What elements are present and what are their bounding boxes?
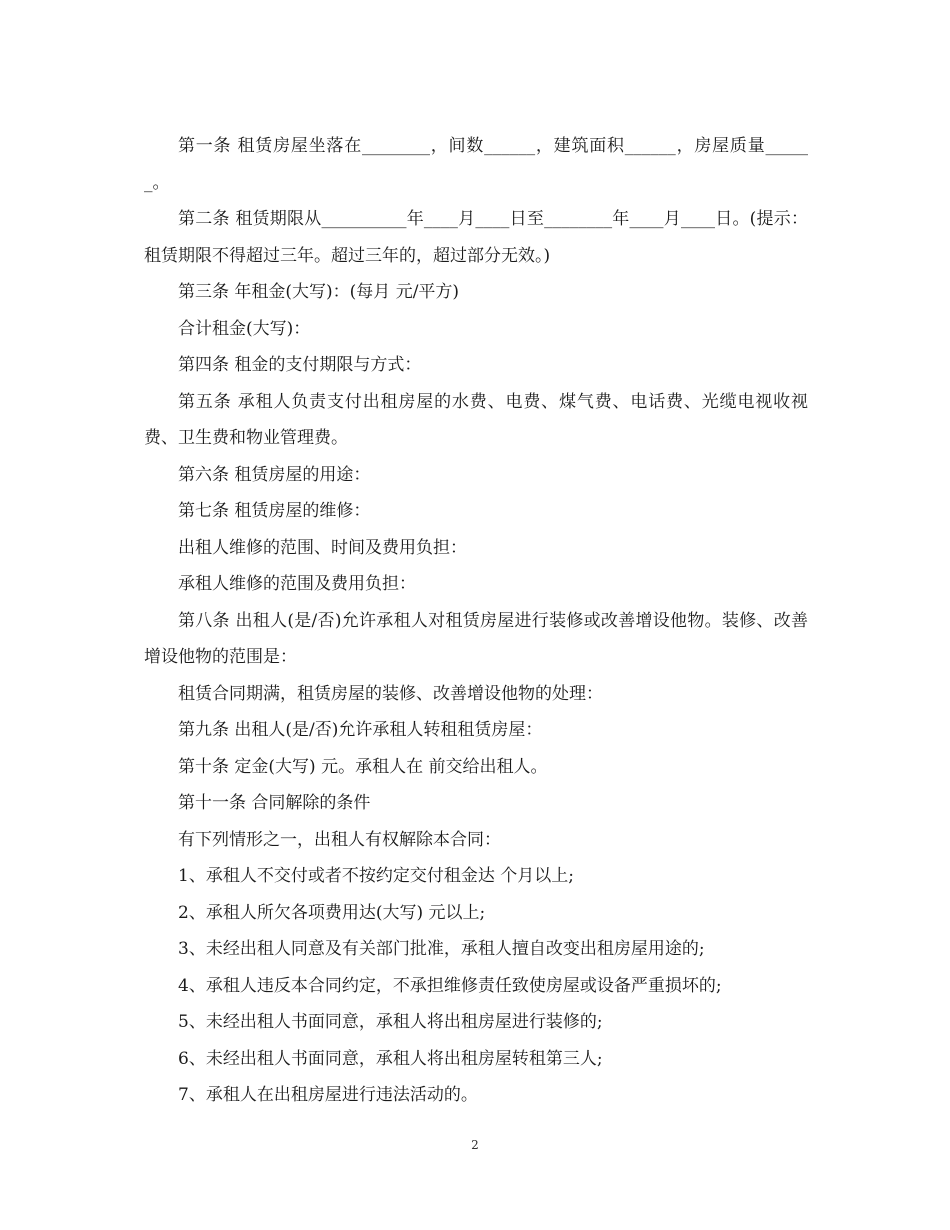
paragraph-lessee-repair: 承租人维修的范围及费用负担： (178, 574, 416, 594)
list-item-5: 5、未经出租人书面同意，承租人将出租房屋进行装修的; (178, 1012, 603, 1032)
paragraph-article-6: 第六条 租赁房屋的用途： (178, 464, 371, 485)
paragraph-article-5: 第五条 承租人负责支付出租房屋的水费、电费、煤气费、电话费、光缆电视收视费、卫生费和物业管理费。 (144, 391, 808, 448)
paragraph-article-11: 第十一条 合同解除的条件 (178, 793, 371, 813)
paragraph-article-9: 第九条 出租人(是/否)允许承租人转租租赁房屋： (178, 720, 543, 740)
paragraph-total-rent: 合计租金(大写)： (178, 318, 311, 339)
paragraph-lessor-repair: 出租人维修的范围、时间及费用负担： (178, 537, 467, 558)
list-item-4: 4、承租人违反本合同约定，不承担维修责任致使房屋或设备严重损坏的; (178, 975, 722, 996)
list-item-7: 7、承租人在出租房屋进行违法活动的。 (178, 1085, 478, 1105)
paragraph-article-3: 第三条 年租金(大写)：(每月 元/平方) (178, 282, 460, 302)
paragraph-termination-intro: 有下列情形之一，出租人有权解除本合同： (178, 829, 501, 850)
list-item-2: 2、承租人所欠各项费用达(大写) 元以上; (178, 902, 486, 923)
paragraph-contract-expiry: 租赁合同期满，租赁房屋的装修、改善增设他物的处理： (178, 683, 603, 704)
paragraph-article-8: 第八条 出租人(是/否)允许承租人对租赁房屋进行装修或改善增设他物。装修、改善增设他物的范围是： (144, 610, 808, 667)
list-item-6: 6、未经出租人书面同意，承租人将出租房屋转租第三人; (178, 1048, 603, 1069)
page-number: 2 (471, 1138, 479, 1152)
paragraph-article-7: 第七条 租赁房屋的维修： (178, 501, 371, 521)
paragraph-article-4: 第四条 租金的支付期限与方式： (178, 355, 422, 375)
list-item-3: 3、未经出租人同意及有关部门批准，承租人擅自改变出租房屋用途的; (178, 939, 705, 959)
paragraph-article-10: 第十条 定金(大写) 元。承租人在 前交给出租人。 (178, 756, 548, 777)
paragraph-article-1: 第一条 租赁房屋坐落在________，间数______，建筑面积______，房屋质量______。 (144, 136, 808, 193)
paragraph-article-2: 第二条 租赁期限从__________年____月____日至________年____月____日。(提示：租赁期限不得超过三年。超过三年的，超过部分无效。) (144, 209, 808, 266)
list-item-1: 1、承租人不交付或者不按约定交付租金达 个月以上; (178, 866, 574, 886)
document-body (144, 128, 808, 1114)
